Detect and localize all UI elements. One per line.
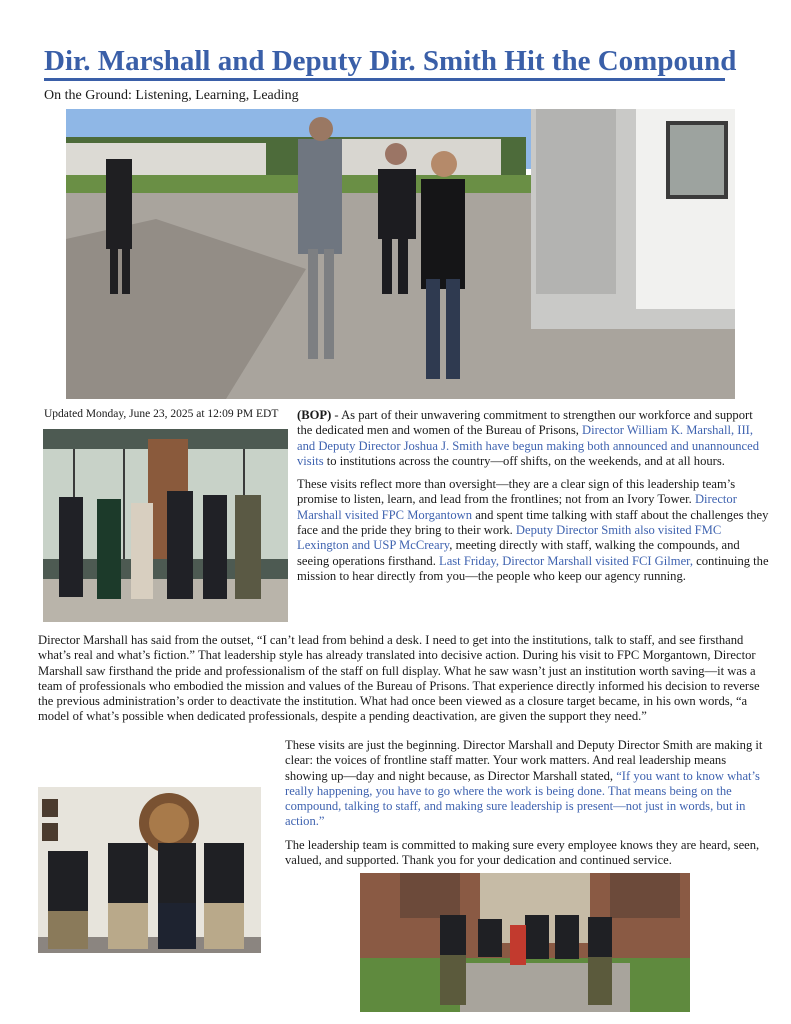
p4-quote-link[interactable]: “If you want to know what’s really happening, you have to go where the work is being done. That means being on the compound, talking to staff, and making sure leadership is present—not just in words, but in action.” (285, 768, 760, 829)
p2-link-a[interactable]: Director Marshall visited FPC Morgantown (297, 492, 737, 522)
group-photo-office (38, 787, 261, 953)
group-photo-lobby (43, 429, 288, 622)
paragraph-5: The leadership team is committed to making sure every employee knows they are heard, seen, valued, and supported. Thank you for your dedication and continued service. (285, 837, 760, 868)
article-title: Dir. Marshall and Deputy Dir. Smith Hit the Compound (44, 45, 737, 77)
title-underline (44, 78, 725, 81)
p2-text-a: These visits reflect more than oversight—they are a clear sign of this leadership team’s promise to listen, learn, and lead from the frontlines; not from an Ivory Tower. (297, 477, 736, 507)
full-width-column (38, 633, 768, 733)
source-tag: (BOP) (297, 408, 332, 422)
p1-text-a: - As part of their unwavering commitment to strengthen our workforce and support the dedicated men and women of the Bureau of Prisons, (297, 408, 753, 438)
p2-text-c: , meeting directly with staff, walking the compounds, and seeing operations firsthand. (297, 538, 740, 568)
p2-link-c[interactable]: Last Friday, Director Marshall visited FCI Gilmer, (439, 553, 694, 568)
p4-text-a: These visits are just the beginning. Director Marshall and Deputy Director Smith are making it clear: the voices of frontline staff matter. Your work matters. And real leadership means showing up—day and night because, as Director Marshall stated, (285, 738, 763, 783)
paragraph-2 (297, 477, 769, 584)
paragraph-3: Director Marshall has said from the outset, “I can’t lead from behind a desk. I need to get into the institutions, talk to staff, and see firsthand what’s real and what’s fiction.” That leadership style has already translated into decisive action. During his visit to FPC Morgantown, Director Marshall saw firsthand the pride and professionalism of the staff on full display. What he saw wasn’t just an institution worth saving—it was a team of professionals who embodied the mission and values of the Bureau of Prisons. That experience directly informed his decision to reverse the previous administration’s order to deactivate the institution. What had once been viewed as a closure target became, in his own words, “a model of what’s possible when dedicated professionals, despite a pending deactivation, are given the support they need.” (38, 633, 760, 724)
paragraph-4 (285, 738, 768, 830)
updated-timestamp: Updated Monday, June 23, 2025 at 12:09 PM EDT (44, 408, 279, 420)
p1-link-a[interactable]: Director William K. Marshall, III, and Deputy Director Joshua J. Smith have begun making both announced and unannounced visits (297, 423, 760, 468)
p2-text-b: and spent time talking with staff about the challenges they face and the pride they bring to their work. (297, 507, 769, 538)
group-photo-building (360, 873, 690, 1012)
p2-link-b[interactable]: Deputy Director Smith also visited FMC Lexington and USP McCreary (297, 523, 722, 553)
paragraph-1 (297, 408, 769, 469)
hero-photo (66, 109, 735, 399)
p2-text-d: continuing the mission to hear directly from you—the people who keep our agency running. (297, 553, 769, 583)
article-subtitle: On the Ground: Listening, Learning, Leading (44, 88, 299, 103)
intro-column (297, 408, 769, 592)
p1-text-b: to institutions across the country—off shifts, on the weekends, and at all hours. (323, 453, 725, 468)
closing-column (285, 738, 768, 876)
